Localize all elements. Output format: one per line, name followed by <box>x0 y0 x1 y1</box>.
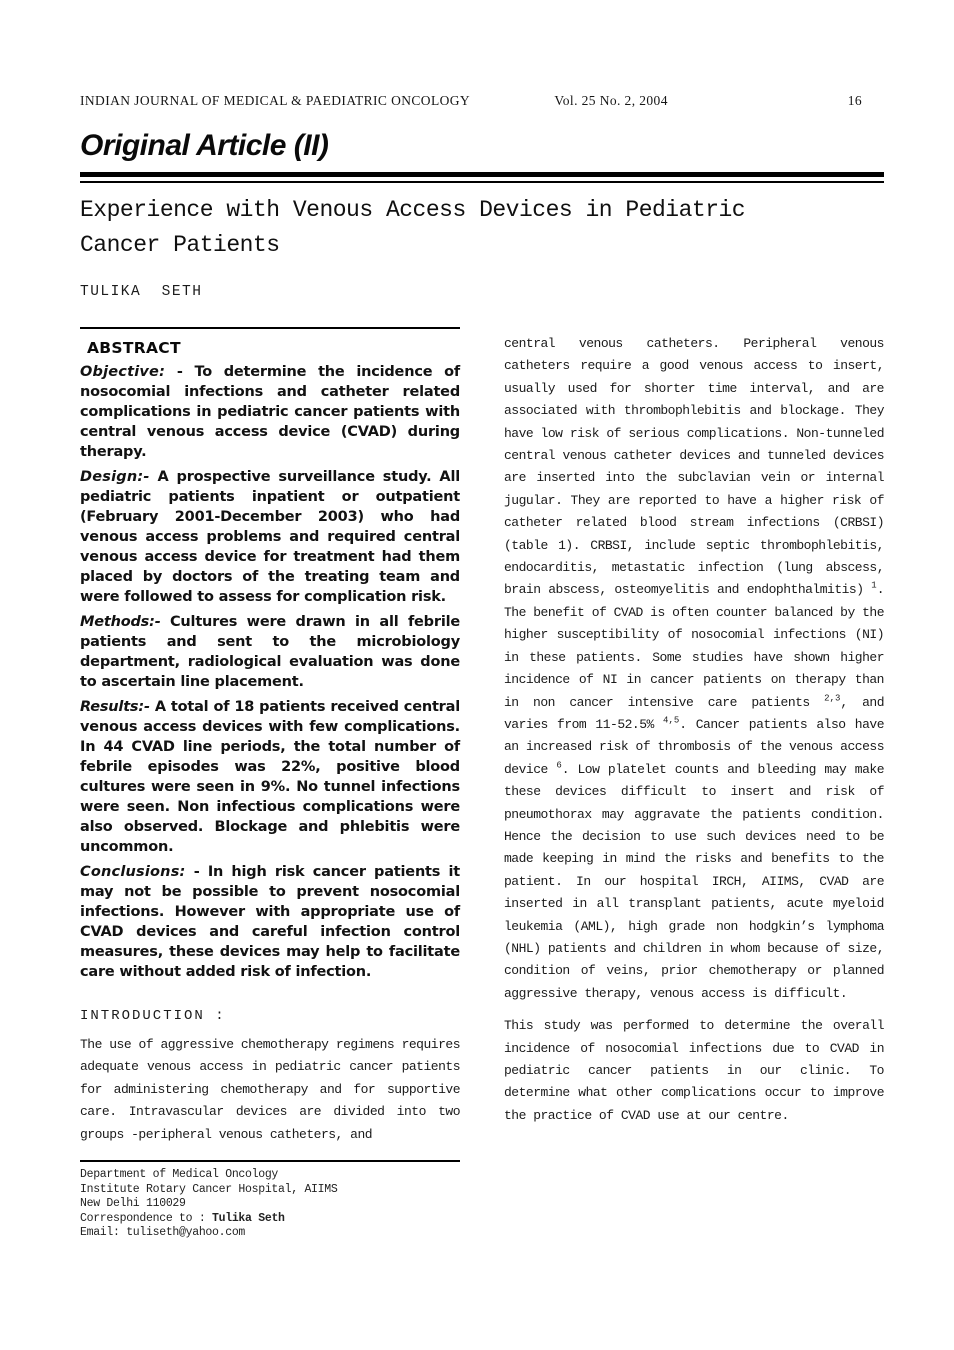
affiliation-line: Department of Medical Oncology <box>80 1168 279 1182</box>
abstract-top-rule <box>80 327 460 329</box>
body-text-segment: . The benefit of CVAD is often counter balanced by the higher susceptibility of nosocomial infections (NI) in these patients. Some studies have shown higher incidence of NI in cancer patients on therapy than in non cancer intensive care patients <box>504 582 884 710</box>
abstract-section-label: Results:- <box>80 699 150 715</box>
abstract-section-label: Conclusions: <box>80 864 186 880</box>
abstract-section-label: Methods:- <box>80 614 161 630</box>
abstract-section <box>80 467 460 607</box>
abstract-section-text: A prospective surveillance study. All pediatric patients inpatient or outpatient (February 2001-December 2003) who had venous access problems and required central venous access device for treatment had them placed by doctors of the treating team and were followed to assess for complication risk. <box>80 469 460 605</box>
abstract-section-text: - In high risk cancer patients it may not be possible to prevent nosocomial infections. However with appropriate use of CVAD devices and careful infection control measures, these devices may help to facilitate care without added risk of infection. <box>80 864 460 980</box>
section-label: Original Article (II) <box>80 129 329 162</box>
abstract-heading: ABSTRACT <box>87 339 181 357</box>
abstract-section-text: - To determine the incidence of nosocomial infections and catheter related complications in pediatric cancer patients with central venous access device (CVAD) during therapy. <box>80 364 460 460</box>
abstract-section-text: Cultures were drawn in all febrile patients and sent to the microbiology department, radiological evaluation was done to ascertain line placement. <box>80 614 460 690</box>
divider-thin <box>80 181 884 183</box>
abstract-section <box>80 862 460 982</box>
affiliation-lines <box>80 1168 460 1212</box>
abstract-section <box>80 362 460 462</box>
affiliation-footnote <box>80 1160 460 1241</box>
abstract-section-label: Design:- <box>80 469 150 485</box>
abstract-sections <box>80 362 460 982</box>
affiliation-line: Institute Rotary Cancer Hospital, AIIMS <box>80 1182 338 1196</box>
left-column <box>80 327 460 1241</box>
body-text-segment: , and varies from 11-52.5% <box>504 694 884 732</box>
citation-superscript: 6 <box>556 760 562 771</box>
article-title: Experience with Venous Access Devices in Pediatric Cancer Patients <box>80 197 746 258</box>
correspondence-line <box>80 1212 460 1227</box>
issue-info: Vol. 25 No. 2, 2004 <box>554 93 668 108</box>
author-name: TULIKA SETH <box>80 284 203 300</box>
introduction-paragraph: The use of aggressive chemotherapy regimens requires adequate venous access in pediatric cancer patients for administering chemotherapy and for supportive care. Intravascular devices are divided into two groups -peripheral venous catheters, and <box>80 1037 460 1142</box>
citation-superscript: 4,5 <box>663 715 680 726</box>
divider-thick <box>80 172 884 177</box>
correspondence-prefix: Correspondence to : <box>80 1211 213 1225</box>
citation-superscript: 2,3 <box>824 693 841 704</box>
introduction-heading: INTRODUCTION : <box>80 1008 226 1024</box>
page-content <box>80 0 884 1241</box>
abstract-section-text: A total of 18 patients received central venous access devices with few complications. In 44 CVAD line periods, the total number of febrile episodes was 22%, positive blood cultures were seen in 9%. No tunnel infections were seen. Non infectious complications were also observed. Blockage and phlebitis were uncommon. <box>80 699 460 855</box>
page-number: 16 <box>847 93 862 108</box>
email-line: Email: tuliseth@yahoo.com <box>80 1226 246 1240</box>
two-column-body <box>80 327 884 1241</box>
journal-name: INDIAN JOURNAL OF MEDICAL & PAEDIATRIC ONCOLOGY <box>80 93 471 108</box>
abstract-section <box>80 697 460 857</box>
abstract-section <box>80 612 460 692</box>
body-paragraph-2: This study was performed to determine the overall incidence of nosocomial infections due to CVAD in pediatric cancer patients in our clinic. To determine what other complications occur to improve the practice of CVAD use at our centre. <box>504 1018 884 1123</box>
abstract-section-label: Objective: <box>80 364 166 380</box>
body-paragraph-1 <box>504 333 884 1005</box>
running-header <box>80 93 884 109</box>
correspondence-name: Tulika Seth <box>212 1211 285 1225</box>
citation-superscript: 1 <box>871 581 877 592</box>
body-text-segment: central venous catheters. Peripheral venous catheters require a good venous access to insert, usually used for shorter time interval, and are associated with thrombophlebitis and blockage. They have low risk of serious complications. Non-tunneled central venous catheter devices and tunneled devices are inserted into the subclavian vein or internal jugular. They are reported to have a higher risk of catheter related blood stream infections (CRBSI) (table 1). CRBSI, include septic thrombophlebitis, endocarditis, metastatic infection (lung abscess, brain abscess, osteomyelitis and endophthalmitis) <box>504 336 884 598</box>
body-text-segment: . Cancer patients also have an increased risk of thrombosis of the venous access device <box>504 716 885 777</box>
body-text-segment: . Low platelet counts and bleeding may make these devices difficult to insert and risk of pneumothorax may aggravate the patients condition. Hence the decision to use such devices need to be made keeping in mind the risks and benefits to the patient. In our hospital IRCH, AIIMS, CVAD are inserted in all transplant patients, acute myeloid leukemia (AML), high grade non hodgkin’s lymphoma (NHL) patients and children in whom because of size, condition of veins, prior chemotherapy or planned aggressive therapy, venous access is difficult. <box>504 761 884 1001</box>
right-column <box>504 327 884 1241</box>
affiliation-line: New Delhi 110029 <box>80 1197 186 1211</box>
